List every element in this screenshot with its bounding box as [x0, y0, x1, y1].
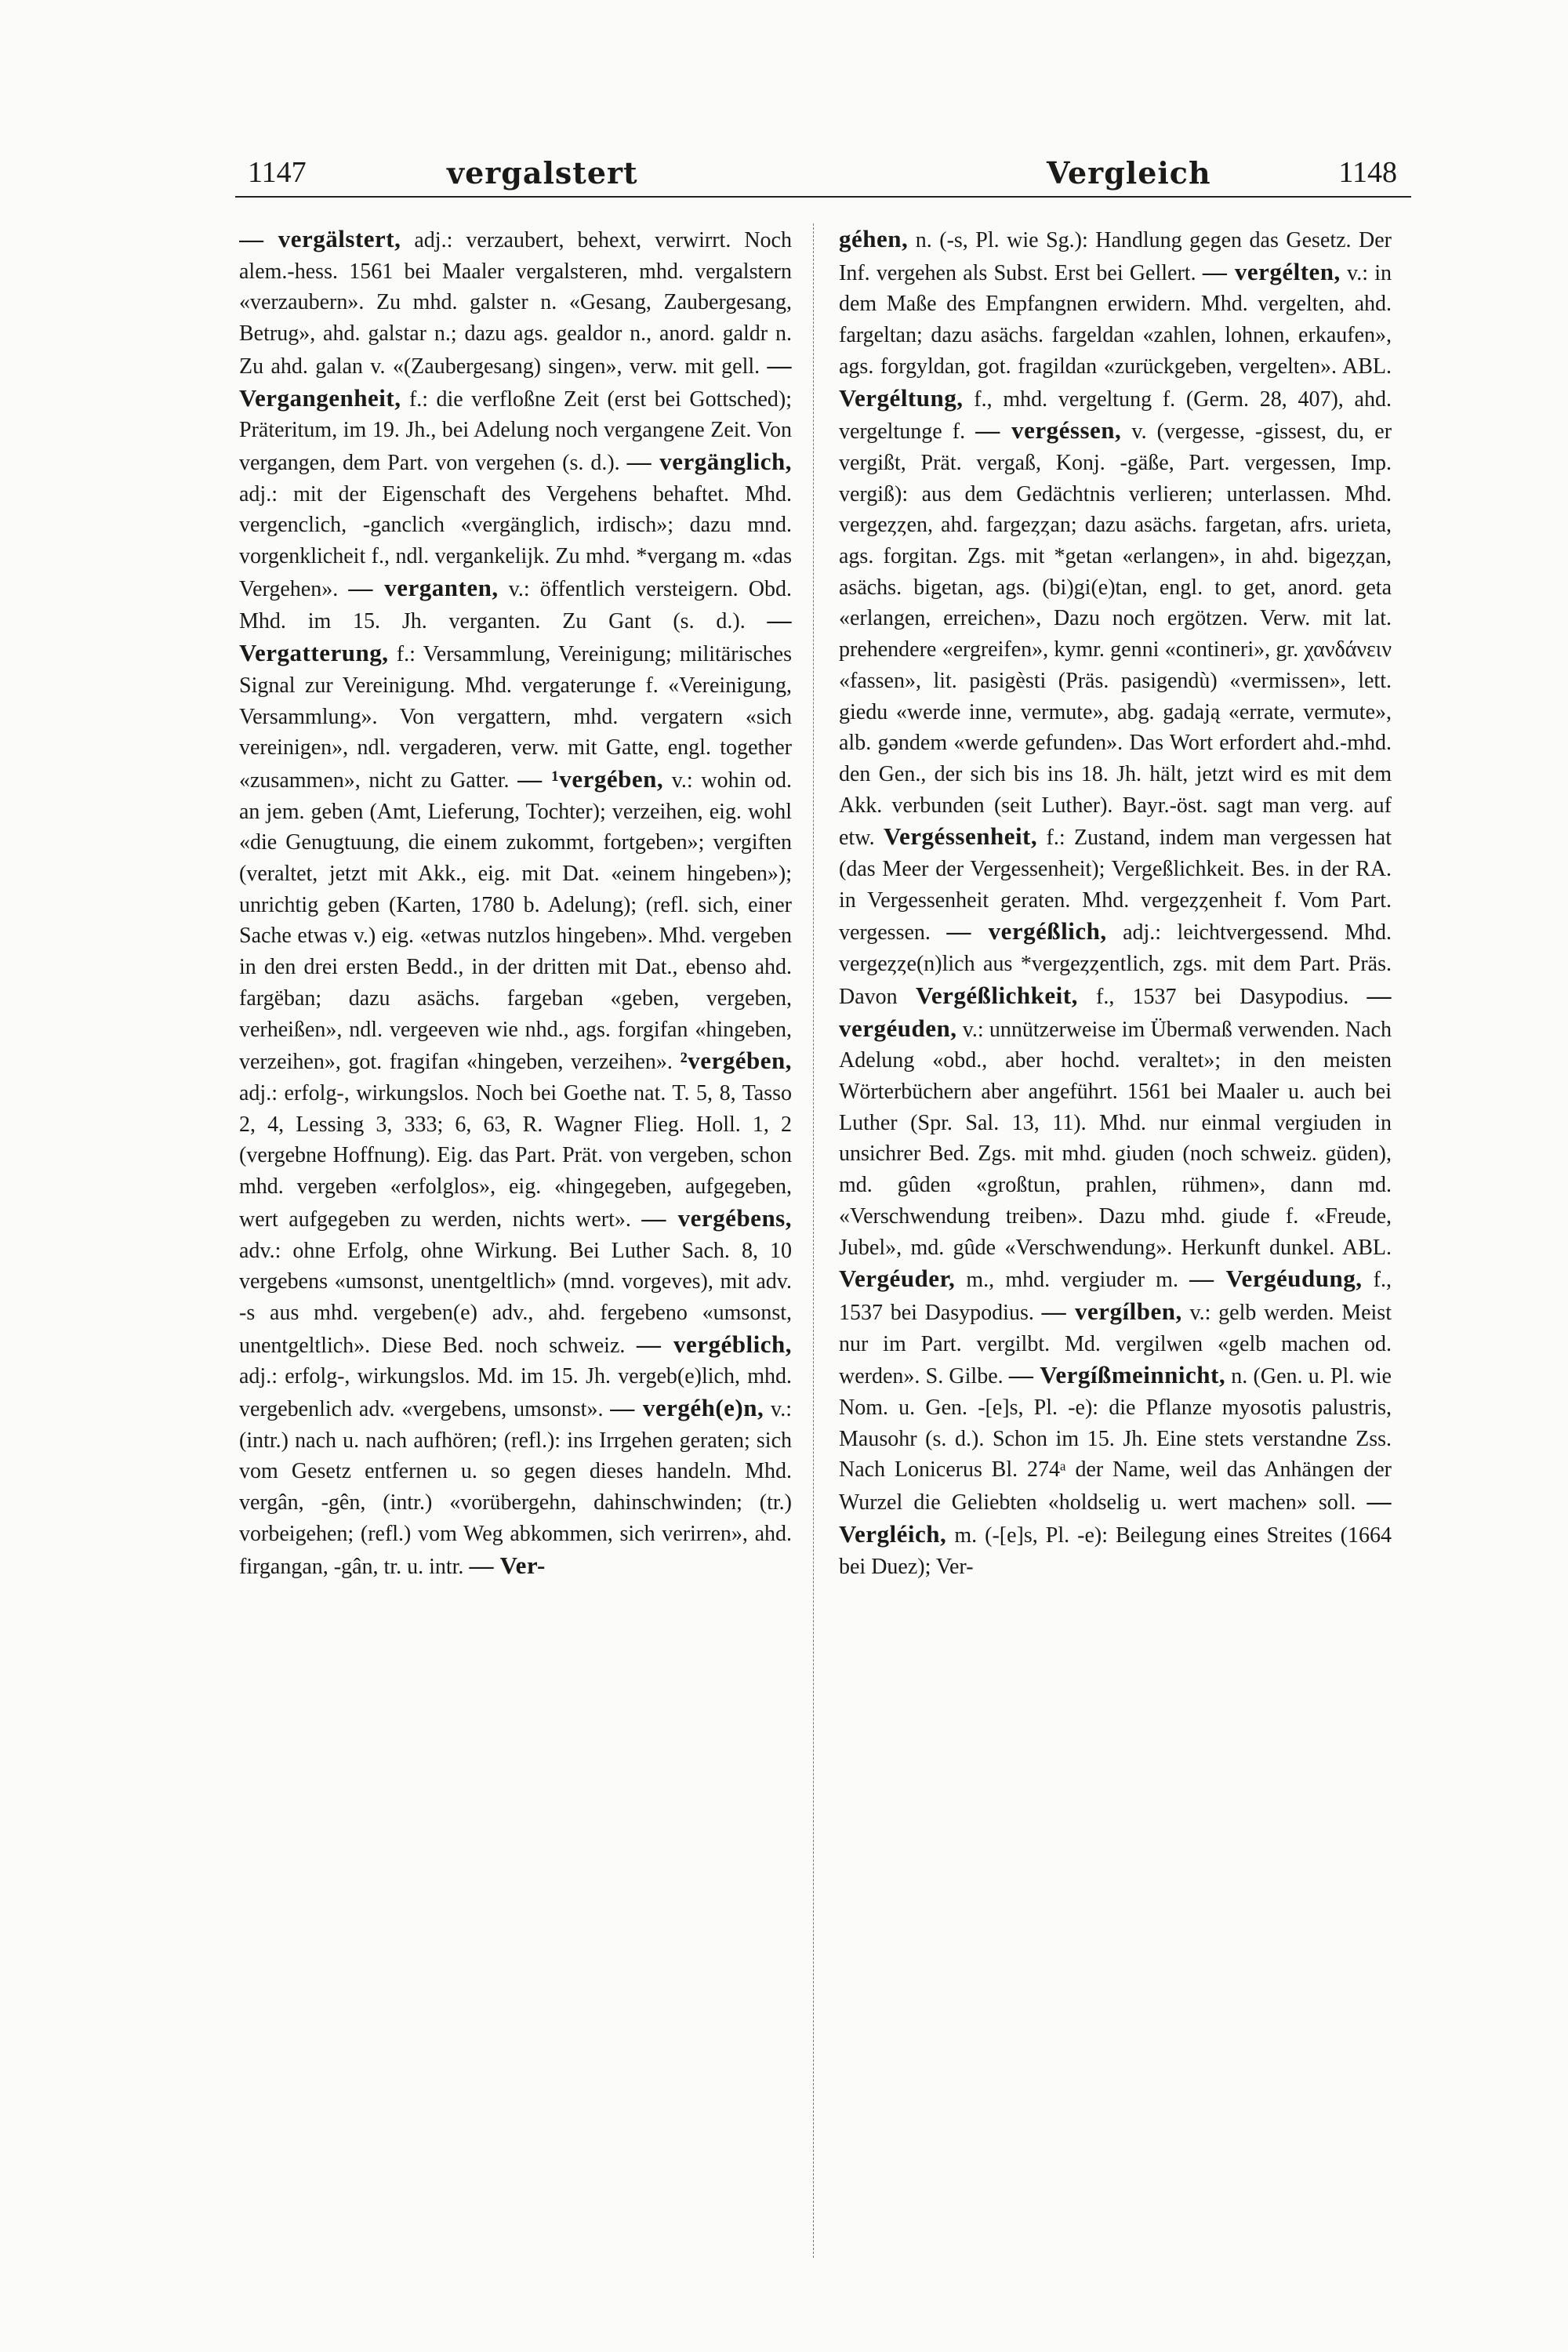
- entry-text: adj.: erfolg-, wirkungslos. Md. im 15. Jh. vergeb(e)lich, mhd. vergebenlich adv. «vergebens, umsonst».: [239, 1364, 792, 1422]
- headword: — vergébens,: [641, 1203, 792, 1232]
- right-page-number: 1148: [1338, 156, 1397, 189]
- left-catchword: vergalstert: [447, 155, 638, 191]
- entry-text: f.: Versammlung, Vereinigung; militärisches Signal zur Vereinigung. Mhd. vergaterunge f. «Vereinigung, Versammlung». Von vergattern, mhd. vergatern «sich vereinigen», ndl. vergaderen, verw. mit Gatte, engl. together «zusammen», nicht zu Gatter.: [239, 642, 792, 793]
- headword: Vergéßlichkeit,: [915, 981, 1078, 1009]
- entry-text: adj.: leichtvergessend. Mhd. vergeȥȥe(n)lich aus *vergeȥȥentlich, zgs. mit dem Part. Präs. Davon: [839, 920, 1392, 1009]
- right-column: [839, 223, 1392, 2258]
- headword: géhen,: [839, 225, 909, 252]
- headword: — vergéßlich,: [946, 917, 1107, 946]
- headword: Vergéssenheit,: [884, 822, 1038, 851]
- headword: Vergéltung,: [839, 383, 964, 412]
- entry-text: adj.: verzaubert, behext, verwirrt. Noch alem.-hess. 1561 bei Maaler vergalsteren, mhd. vergalstern «verzaubern». Zu mhd. galster n. «Gesang, Zaubergesang, Betrug», ahd. galstar n.; dazu ags. gealdor n., anord. galdr n. Zu ahd. galan v. «(Zaubergesang) singen», verw. mit gell.: [239, 228, 792, 379]
- headword: — Ver-: [469, 1551, 546, 1579]
- running-header: [235, 141, 1411, 198]
- entry-text: v.: öffentlich versteigern. Obd. Mhd. im 15. Jh. verganten. Zu Gant (s. d.).: [239, 576, 792, 634]
- headword: — vergéblich,: [636, 1330, 792, 1358]
- right-column-text: [839, 223, 1392, 1582]
- headword: — vergéh(e)n,: [610, 1394, 764, 1422]
- entry-text: f., mhd. vergeltung f. (Germ. 28, 407), ahd. vergeltunge f.: [839, 387, 1392, 445]
- headword: — Vergangenheit,: [239, 350, 792, 412]
- entry-text: n. (-s, Pl. wie Sg.): Handlung gegen das Gesetz. Der Inf. vergehen als Subst. Erst bei Gellert.: [839, 228, 1392, 285]
- entry-text: f.: die verfloßne Zeit (erst bei Gottsched); Präteritum, im 19. Jh., bei Adelung noch vergangene Zeit. Von vergangen, dem Part. von vergehen (s. d.).: [239, 387, 792, 475]
- entry-text: f.: Zustand, indem man vergessen hat (das Meer der Vergessenheit); Vergeßlichkeit. Bes. in der RA. in Vergessenheit geraten. Mhd. vergeȥȥenheit f. Vom Part. vergessen.: [839, 826, 1392, 946]
- headword: — Vergíßmeinnicht,: [1008, 1361, 1226, 1389]
- entry-text: v.: wohin od. an jem. geben (Amt, Lieferung, Tochter); verzeihen, eig. wohl «die Genugtuung, die einem zukommt, fortgeben»; vergiften (veraltet, jetzt mit Akk., eig. mit Dat. «einem hingeben»); unrichtig geben (Karten, 1780 b. Adelung); (refl. sich, einer Sache etwas v.) eig. «etwas nutzlos hingeben». Mhd. vergeben in den drei ersten Bedd., in der dritten mit Dat., ebenso ahd. fargëban; dazu asächs. fargeban «geben, vergeben, verheißen», ndl. vergeeven wie nhd., ags. forgifan «hingeben, verzeihen», got. fragifan «hingeben, verzeihen».: [239, 768, 792, 1075]
- headword: — verganten,: [348, 573, 499, 601]
- headword: ²vergében,: [680, 1047, 792, 1075]
- entry-text: v.: unnützerweise im Übermaß verwenden. Nach Adelung «obd., aber hochd. veraltet»; in den meisten Wörterbüchern aber angeführt. 1561 bei Maaler u. auch bei Luther (Spr. Sal. 13, 11). Mhd. nur einmal vergiuden in unsichrer Bed. Zgs. mit mhd. giuden (noch schweiz. güden), md. gûden «großtun, prahlen, rühmen», dann md. «Verschwendung treiben». Dazu mhd. giude f. «Freude, Jubel», md. gûde «Verschwendung». Herkunft dunkel. ABL.: [839, 1017, 1392, 1260]
- entry-text: adj.: mit der Eigenschaft des Vergehens behaftet. Mhd. vergenclich, -ganclich «vergänglich, irdisch»; dazu mnd. vorgenklicheit f., ndl. vergankelijk. Zu mhd. *vergang m. «das Vergehen».: [239, 481, 792, 601]
- entry-text: adv.: ohne Erfolg, ohne Wirkung. Bei Luther Sach. 8, 10 vergebens «umsonst, unentgeltlich» (mnd. vorgeves), mit adv. -s aus mhd. vergeben(e) adv., ahd. fergebeno «umsonst, unentgeltlich». Diese Bed. noch schweiz.: [239, 1238, 792, 1358]
- entry-text: m., mhd. vergiuder m.: [955, 1268, 1190, 1293]
- left-page-number: 1147: [248, 156, 307, 189]
- entry-text: adj.: erfolg-, wirkungslos. Noch bei Goethe nat. T. 5, 8, Tasso 2, 4, Lessing 3, 333; 6, 63, R. Wagner Flieg. Holl. 1, 2 (vergebne Hoffnung). Eig. das Part. Prät. von vergeben, schon mhd. vergeben «erfolglos», eig. «hingegeben, aufgegeben, wert aufgegeben zu werden, nichts wert».: [239, 1080, 792, 1232]
- right-catchword: Vergleich: [1047, 155, 1211, 191]
- headword: — ¹vergében,: [517, 764, 664, 793]
- headword: — vergälstert,: [239, 225, 401, 252]
- entry-text: f., 1537 bei Dasypodius.: [839, 1268, 1392, 1325]
- entry-text: v. (vergesse, -gissest, du, er vergißt, Prät. vergaß, Konj. -gäße, Part. vergessen, Imp. vergiß): aus dem Gedächtnis verlieren; unterlassen. Mhd. vergeȥȥen, ahd. fargeȥȥan; dazu asächs. fargetan, afrs. urieta, ags. forgitan. Zgs. mit *getan «erlangen», in ahd. bigeȥȥan, asächs. bigetan, ags. (bi)gi(e)tan, engl. to get, anord. geta «erlangen, erreichen», Dazu noch ergötzen. Verw. mit lat. prehendere «ergreifen», kymr. genni «contineri», gr. χανδάνειν «fassen», lit. pasigèsti (Präs. pasigendù) «vermissen», lett. giedu «werde inne, vermute», abg. gadają «errate, vermute», alb. gəndem «werde gefunden». Das Wort erfordert ahd.-mhd. den Gen., der sich bis ins 18. Jh. hält, jetzt wird es mit dem Akk. verbunden (seit Luther). Bayr.-öst. sagt man verg. auf etw.: [839, 419, 1392, 851]
- headword: — Vergéudung,: [1189, 1265, 1363, 1293]
- headword: — Vergatterung,: [239, 606, 792, 667]
- entry-text: v.: in dem Maße des Empfangnen erwidern. Mhd. vergelten, ahd. fargeltan; dazu asächs. fargeldan «zahlen, lohnen, erkaufen», ags. forgyldan, got. fragildan «zurückgeben, vergelten». ABL.: [839, 260, 1392, 379]
- headword: — vergélten,: [1202, 257, 1341, 285]
- entry-text: v.: gelb werden. Meist nur im Part. vergilbt. Md. vergilwen «gelb machen od. werden». S. Gilbe.: [839, 1300, 1392, 1389]
- headword: — vergänglich,: [626, 447, 792, 475]
- entry-text: f., 1537 bei Dasypodius.: [1077, 984, 1367, 1009]
- entry-text: n. (Gen. u. Pl. wie Nom. u. Gen. -[e]s, Pl. -e): die Pflanze myosotis palustris, Mausohr (s. d.). Schon im 15. Jh. Eine stets verstandne Zss. Nach Lonicerus Bl. 274ᵃ der Name, weil das Anhängen der Wurzel die Geliebten «holdselig u. wert machen» soll.: [839, 1364, 1392, 1515]
- entry-text: v.: (intr.) nach u. nach aufhören; (refl.): ins Irrgehen geraten; sich vom Gesetz entfernen u. so gegen dieses handeln. Mhd. vergân, -gên, (intr.) «vorübergehn, dahinschwinden; (tr.) vorbeigehen; (refl.) vom Weg abkommen, sich verirren», ahd. firgangan, -gân, tr. u. intr.: [239, 1397, 792, 1579]
- column-divider: [813, 223, 814, 2258]
- headword: — vergílben,: [1041, 1297, 1182, 1325]
- entry-text: m. (-[e]s, Pl. -e): Beilegung eines Streites (1664 bei Duez); Ver-: [839, 1523, 1392, 1579]
- headword: — vergéuden,: [839, 981, 1392, 1042]
- headword: — vergéssen,: [975, 416, 1122, 445]
- headword: — Vergléich,: [839, 1487, 1392, 1548]
- left-column-text: [239, 223, 792, 1582]
- left-column: [239, 223, 792, 2258]
- headword: Vergéuder,: [839, 1265, 956, 1293]
